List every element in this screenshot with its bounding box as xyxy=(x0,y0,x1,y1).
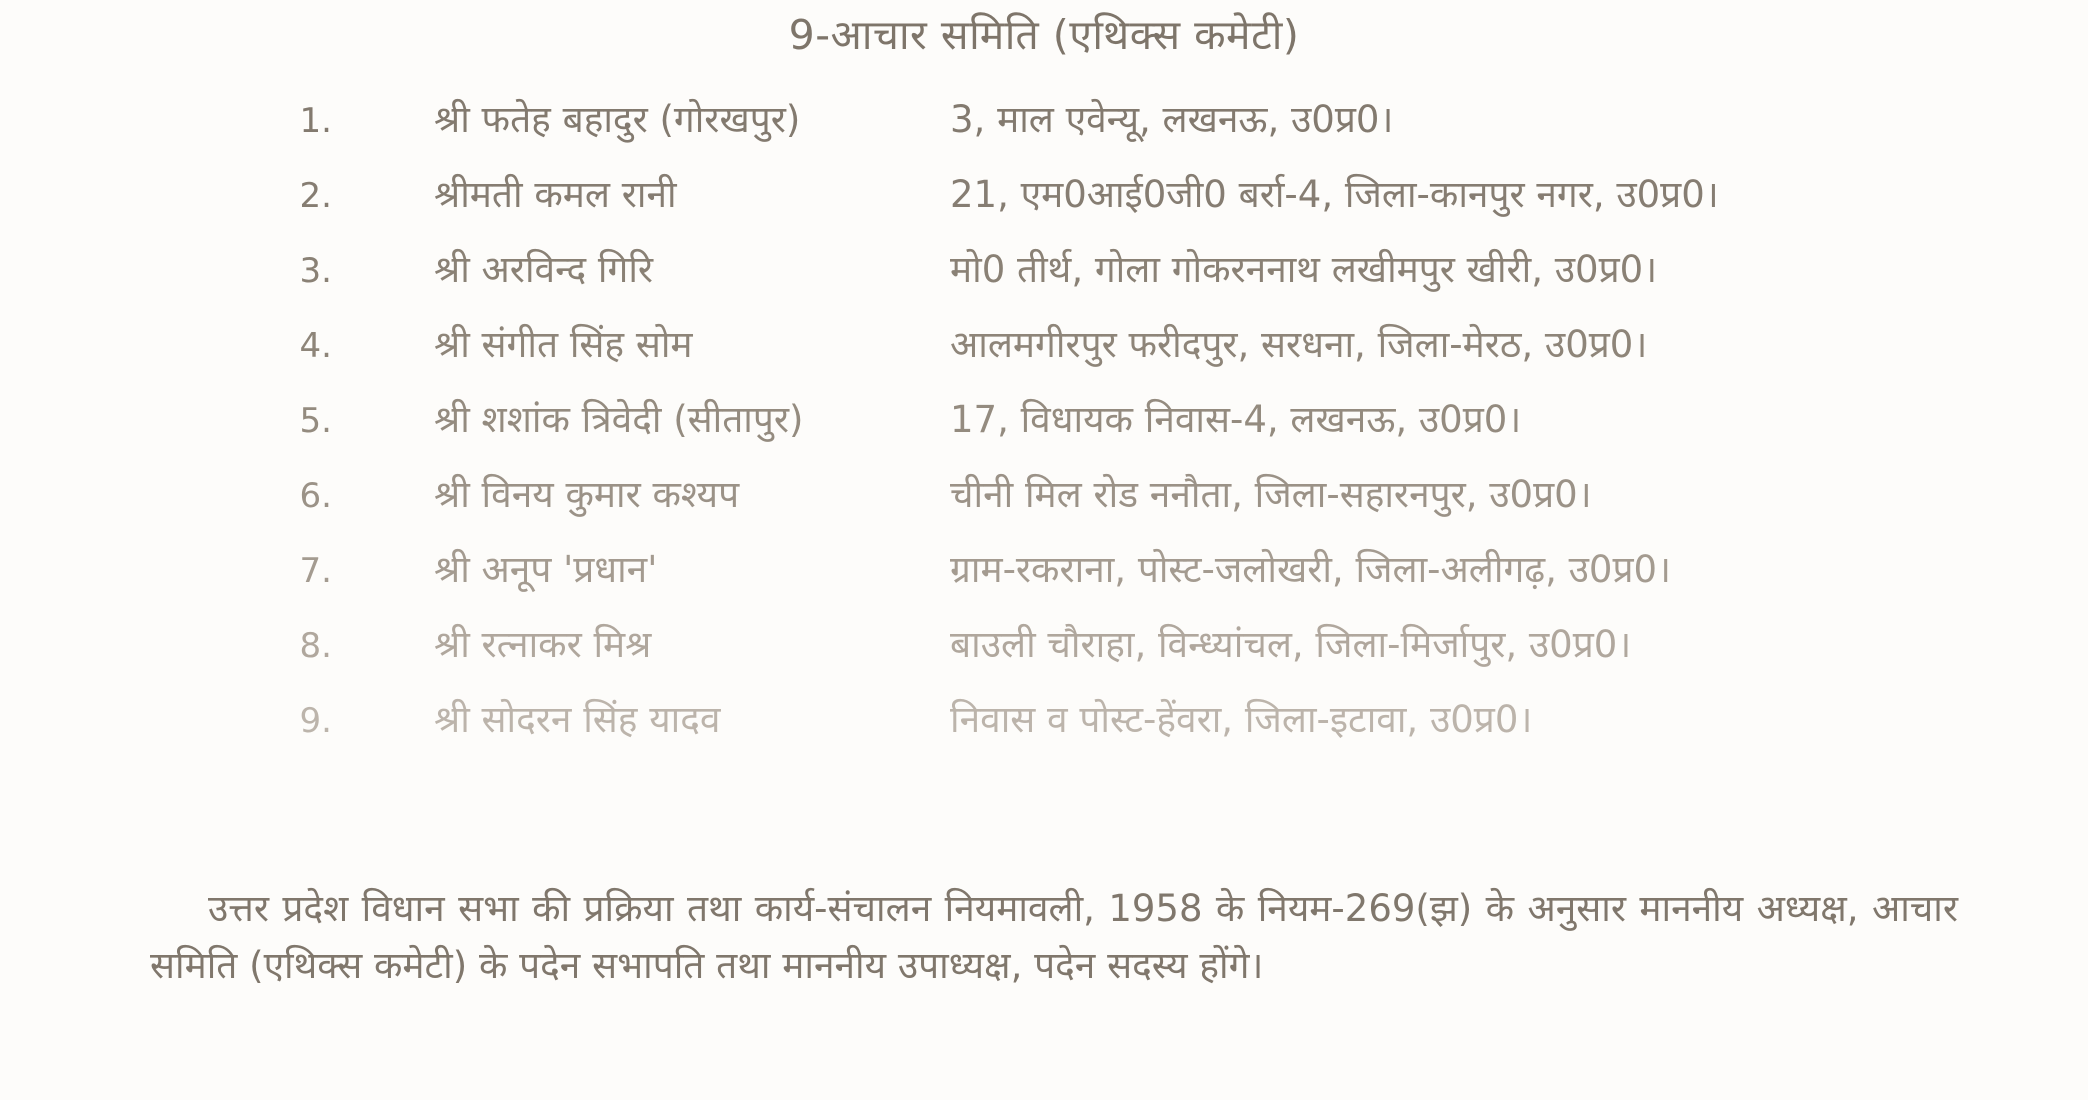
member-address: ग्राम-रकराना, पोस्ट-जलोखरी, जिला-अलीगढ़, उ0प्र0। xyxy=(950,548,1672,591)
member-name: श्री रत्नाकर मिश्र xyxy=(434,623,652,666)
member-address: चीनी मिल रोड ननौता, जिला-सहारनपुर, उ0प्र0। xyxy=(950,473,1592,516)
member-list xyxy=(0,92,2088,767)
member-name: श्री विनय कुमार कश्यप xyxy=(434,473,740,516)
list-item-number: 4. xyxy=(299,326,332,366)
member-name: श्री सोदरन सिंह यादव xyxy=(434,698,721,741)
member-name: श्री शशांक त्रिवेदी (सीतापुर) xyxy=(434,398,804,441)
list-item-number: 9. xyxy=(299,701,332,741)
footnote-text: उत्तर प्रदेश विधान सभा की प्रक्रिया तथा कार्य-संचालन नियमावली, 1958 के नियम-269(झ) के अनुसार माननीय अध्यक्ष, आचार समिति (एथिक्स कमेटी) के पदेन सभापति तथा माननीय उपाध्यक्ष, पदेन सदस्य होंगे। xyxy=(150,887,1958,988)
member-name: श्री अरविन्द गिरि xyxy=(434,248,654,291)
list-item-number: 7. xyxy=(299,551,332,591)
member-address: 3, माल एवेन्यू, लखनऊ, उ0प्र0। xyxy=(950,98,1394,141)
list-item xyxy=(0,467,2088,542)
list-item-number: 8. xyxy=(299,626,332,666)
member-address: 21, एम0आई0जी0 बर्रा-4, जिला-कानपुर नगर, उ0प्र0। xyxy=(950,173,1719,216)
member-address: आलमगीरपुर फरीदपुर, सरधना, जिला-मेरठ, उ0प्र0। xyxy=(950,323,1648,366)
list-item-number: 2. xyxy=(299,176,332,216)
member-name: श्री अनूप 'प्रधान' xyxy=(434,548,658,591)
list-item xyxy=(0,317,2088,392)
member-name: श्री फतेह बहादुर (गोरखपुर) xyxy=(434,98,801,141)
list-item-number: 3. xyxy=(299,251,332,291)
list-item-number: 6. xyxy=(299,476,332,516)
member-address: बाउली चौराहा, विन्ध्यांचल, जिला-मिर्जापुर, उ0प्र0। xyxy=(950,623,1632,666)
list-item xyxy=(0,617,2088,692)
member-address: 17, विधायक निवास-4, लखनऊ, उ0प्र0। xyxy=(950,398,1522,441)
member-name: श्रीमती कमल रानी xyxy=(434,173,677,216)
list-item xyxy=(0,542,2088,617)
list-item xyxy=(0,92,2088,167)
footnote xyxy=(0,880,2088,995)
list-item xyxy=(0,242,2088,317)
page-title: 9-आचार समिति (एथिक्स कमेटी) xyxy=(788,11,1300,59)
member-name: श्री संगीत सिंह सोम xyxy=(434,323,693,366)
list-item xyxy=(0,692,2088,767)
list-item xyxy=(0,392,2088,467)
member-address: मो0 तीर्थ, गोला गोकरननाथ लखीमपुर खीरी, उ0प्र0। xyxy=(950,248,1658,291)
list-item xyxy=(0,167,2088,242)
list-item-number: 5. xyxy=(299,401,332,441)
list-item-number: 1. xyxy=(299,101,332,141)
member-address: निवास व पोस्ट-हेंवरा, जिला-इटावा, उ0प्र0। xyxy=(950,698,1533,741)
